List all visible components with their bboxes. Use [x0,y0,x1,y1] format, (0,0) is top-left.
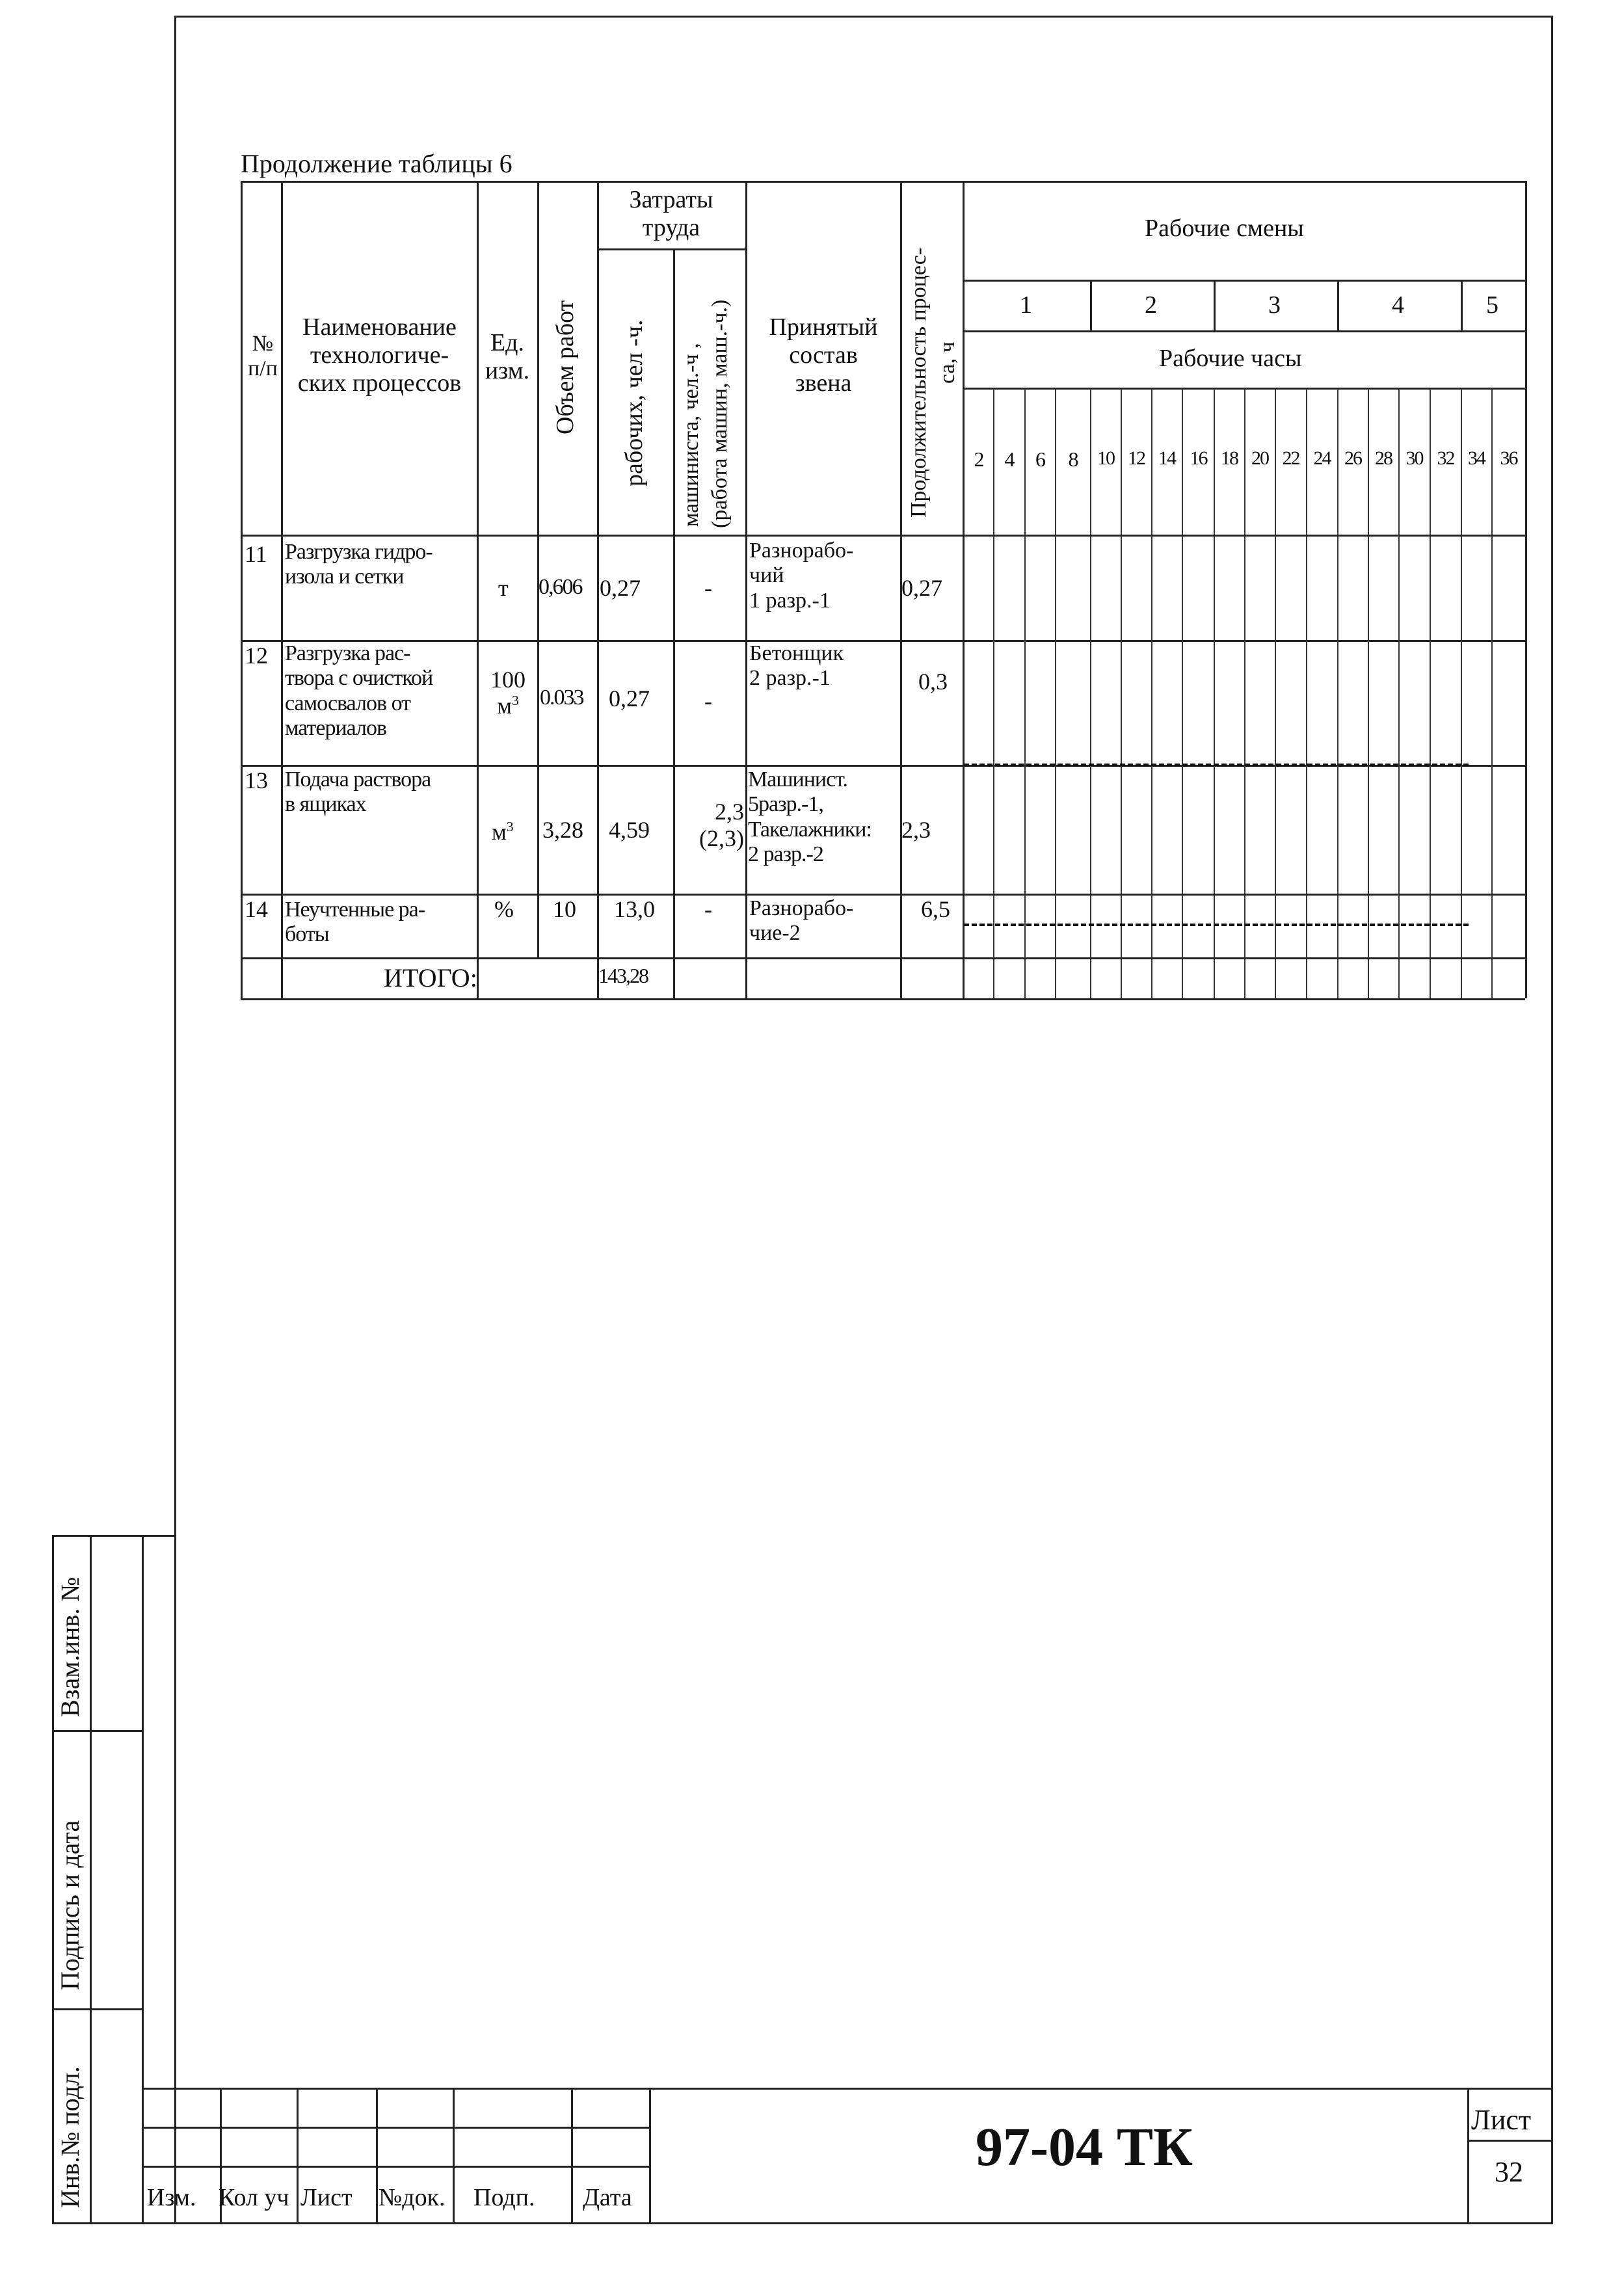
row-name: Подача раствора в ящиках [285,767,431,817]
row-machinist: - [704,688,712,714]
row-volume: 0.033 [540,685,583,710]
hour-tick: 2 [974,447,985,471]
hour-tick: 36 [1500,447,1517,469]
header-labor-machinist-2: (работа машин, маш.-ч.) [708,299,732,528]
shift-4: 4 [1392,291,1404,319]
row-duration: 0,3 [918,669,948,695]
row-num: 14 [245,896,268,922]
stamp-col-ndok: №док. [379,2184,446,2211]
row-volume: 0,606 [539,575,582,599]
row-name: Разгрузка гидро- изола и сетки [285,540,433,589]
hour-tick: 14 [1158,447,1175,469]
row-volume: 3,28 [542,817,583,843]
row-crew: Бетонщик 2 разр.-1 [749,641,844,691]
stamp-col-izm: Изм. [147,2184,196,2211]
total-value: 143,28 [598,964,648,987]
hour-tick: 24 [1313,447,1331,469]
shift-3: 3 [1268,291,1281,319]
stamp-col-podp: Подп. [473,2184,535,2211]
side-label-inv-num: Инв.№ подл. [55,2066,85,2208]
hour-tick: 22 [1282,447,1299,469]
hour-tick: 30 [1405,447,1423,469]
hour-tick: 32 [1437,447,1454,469]
sheet-number: 32 [1495,2156,1523,2188]
hour-tick: 4 [1004,447,1015,471]
header-shifts: Рабочие смены [1145,215,1304,242]
row-num: 13 [245,767,268,793]
sheet-label: Лист [1471,2104,1532,2136]
header-labor-machinist-1: машиниста, чел.-ч , [679,343,703,527]
row-unit-text: 100 м [490,667,526,719]
header-volume: Объем работ [552,300,579,434]
row-machinist: - [704,896,712,922]
header-hours: Рабочие часы [1159,345,1302,372]
hour-tick: 26 [1344,447,1361,469]
stamp-col-data: Дата [583,2184,632,2211]
row-crew: Машинист. 5разр.-1, Такелажники: 2 разр.-2 [748,767,872,867]
row-num: 11 [245,541,267,567]
stamp-col-list: Лист [300,2184,353,2211]
side-label-replace-inv: Взам.инв. № [55,1576,85,1717]
header-unit: Ед. изм. [485,329,530,384]
hour-tick: 16 [1190,447,1207,469]
shift-2: 2 [1145,291,1157,319]
shift-1: 1 [1020,291,1032,319]
row-num: 12 [245,643,268,669]
row-duration: 0,27 [901,575,942,601]
row-name: Разгрузка рас- твора с очисткой самосвалов от материалов [285,641,433,741]
row-volume: 10 [553,896,576,922]
hour-tick: 34 [1468,447,1485,469]
hour-tick: 6 [1035,447,1046,471]
total-label: ИТОГО: [384,963,477,992]
row-unit: т [498,575,509,601]
row-unit-sup: 3 [506,819,514,834]
header-name: Наименование технологиче- ских процессов [297,313,462,397]
row-workers: 0,27 [609,685,650,712]
row-unit-sup: 3 [511,692,519,708]
hour-tick: 8 [1068,447,1079,471]
header-duration-2: са, ч [935,341,959,384]
row-crew: Разнорабо- чий 1 разр.-1 [749,539,854,613]
row-machinist: - [704,575,712,601]
hour-tick: 18 [1221,447,1238,469]
hour-tick: 28 [1375,447,1392,469]
row-workers: 0,27 [600,575,641,601]
hour-tick: 10 [1097,447,1114,469]
row-unit: % [494,896,514,922]
hour-tick: 12 [1128,447,1145,469]
row-workers: 13,0 [614,896,655,922]
header-crew: Принятый состав звена [769,313,878,397]
row-name: Неучтенные ра- боты [285,898,425,947]
row-duration: 6,5 [921,896,950,922]
document-code: 97-04 ТК [976,2117,1193,2177]
header-labor: Затраты труда [629,186,713,241]
row-crew: Разнорабо- чие-2 [749,896,854,946]
stamp-col-kol-uch: Кол уч [219,2184,289,2211]
header-num: № п/п [248,332,278,381]
table-caption: Продолжение таблицы 6 [241,149,512,178]
hour-tick: 20 [1251,447,1268,469]
row-machinist: 2,3 (2,3) [699,799,744,851]
side-label-sign-date: Подпись и дата [55,1820,85,1990]
shift-5: 5 [1486,291,1498,319]
row-unit-text: м [492,819,507,845]
header-labor-workers: рабочих, чел -ч. [620,319,648,486]
row-duration: 2,3 [901,817,931,843]
header-duration-1: Продолжительность процес- [907,247,931,518]
row-workers: 4,59 [609,817,650,843]
